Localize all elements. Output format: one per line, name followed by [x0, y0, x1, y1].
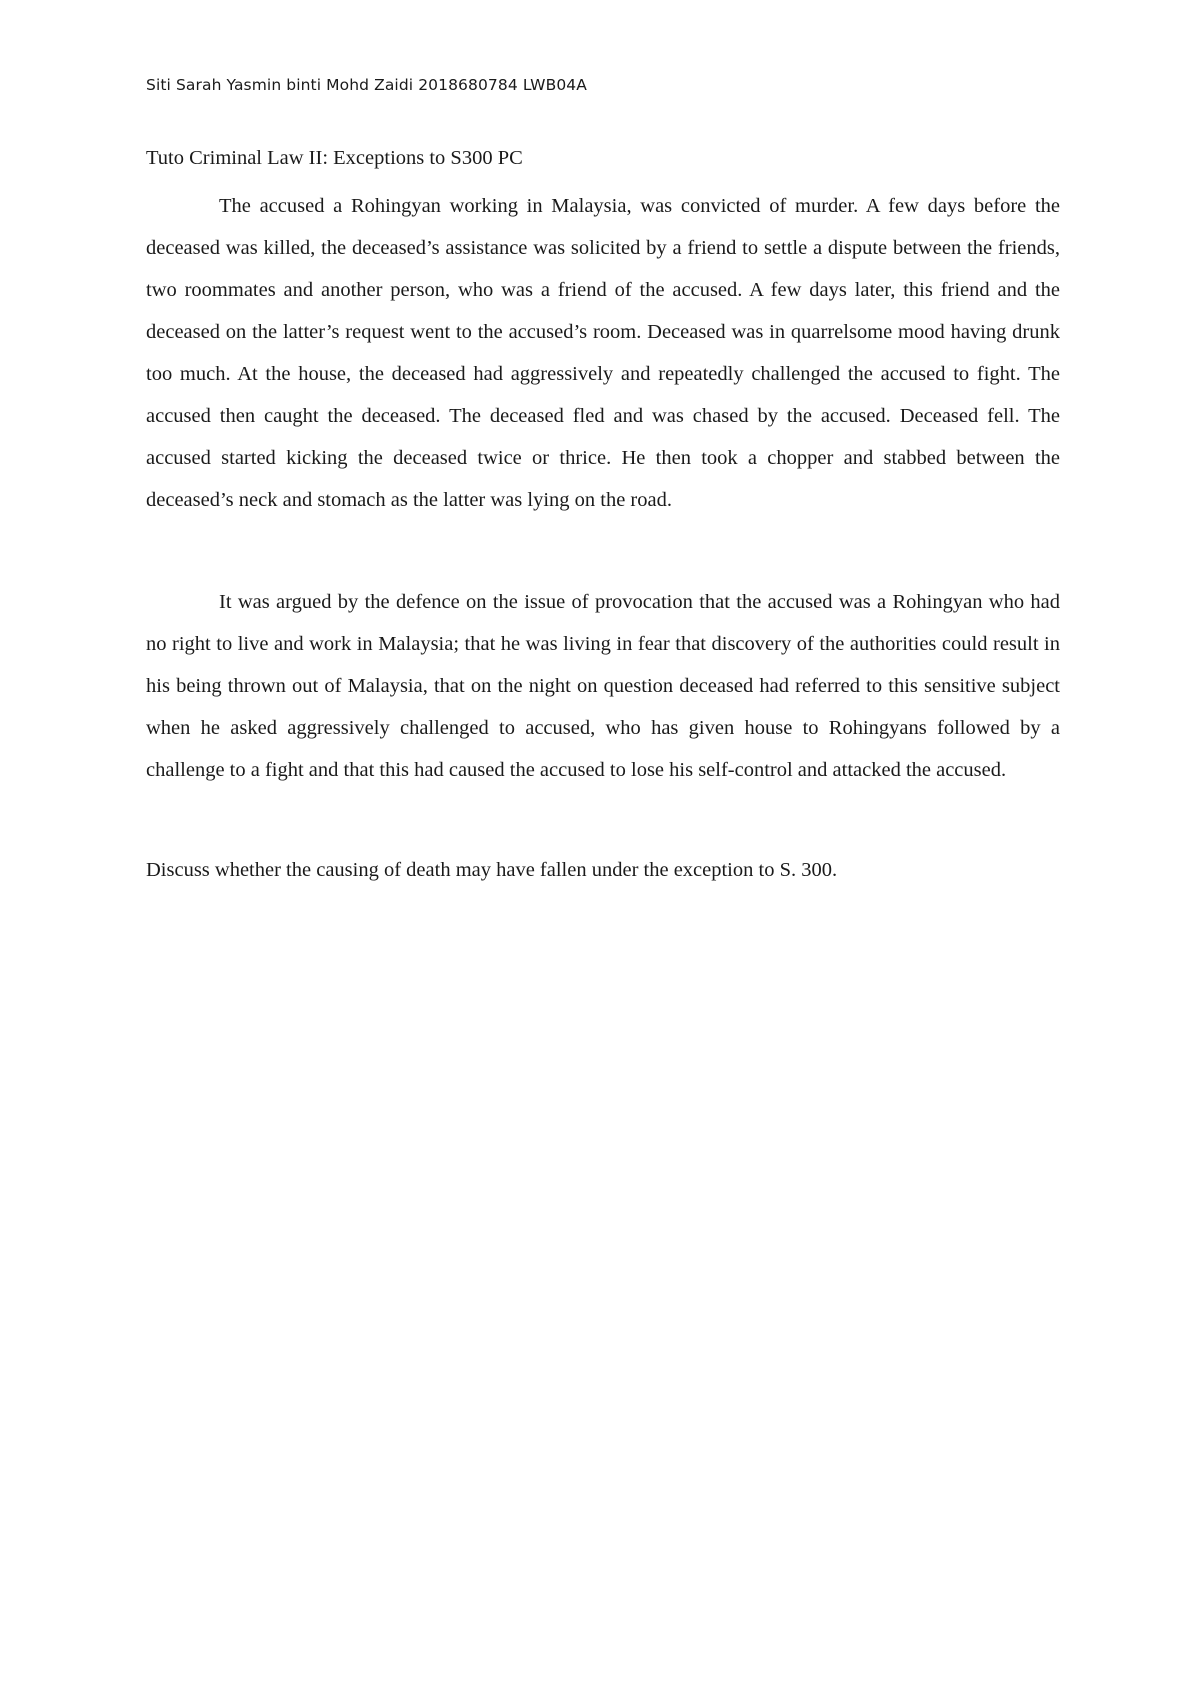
- author-header: Siti Sarah Yasmin binti Mohd Zaidi 2018680784 LWB04A: [146, 76, 587, 94]
- discussion-question: Discuss whether the causing of death may have fallen under the exception to S. 300.: [146, 859, 838, 881]
- paragraph-defence-argument: It was argued by the defence on the issue of provocation that the accused was a Rohingyan who had no right to live and work in Malaysia; that he was living in fear that discovery of the authorities could result in his being thrown out of Malaysia, that on the night on question deceased had referred to this sensitive subject when he asked aggressively challenged to accused, who has given house to Rohingyans followed by a challenge to a fight and that this had caused the accused to lose his self-control and attacked the accused.: [146, 591, 1060, 781]
- paragraph-facts: The accused a Rohingyan working in Malaysia, was convicted of murder. A few days before the deceased was killed, the deceased’s assistance was solicited by a friend to settle a dispute between the friends, two roommates and another person, who was a friend of the accused. A few days later, this friend and the deceased on the latter’s request went to the accused’s room. Deceased was in quarrelsome mood having drunk too much. At the house, the deceased had aggressively and repeatedly challenged the accused to fight. The accused then caught the deceased. The deceased fled and was chased by the accused. Deceased fell. The accused started kicking the deceased twice or thrice. He then took a chopper and stabbed between the deceased’s neck and stomach as the latter was lying on the road.: [146, 195, 1060, 511]
- document-title: Tuto Criminal Law II: Exceptions to S300 PC: [146, 147, 523, 169]
